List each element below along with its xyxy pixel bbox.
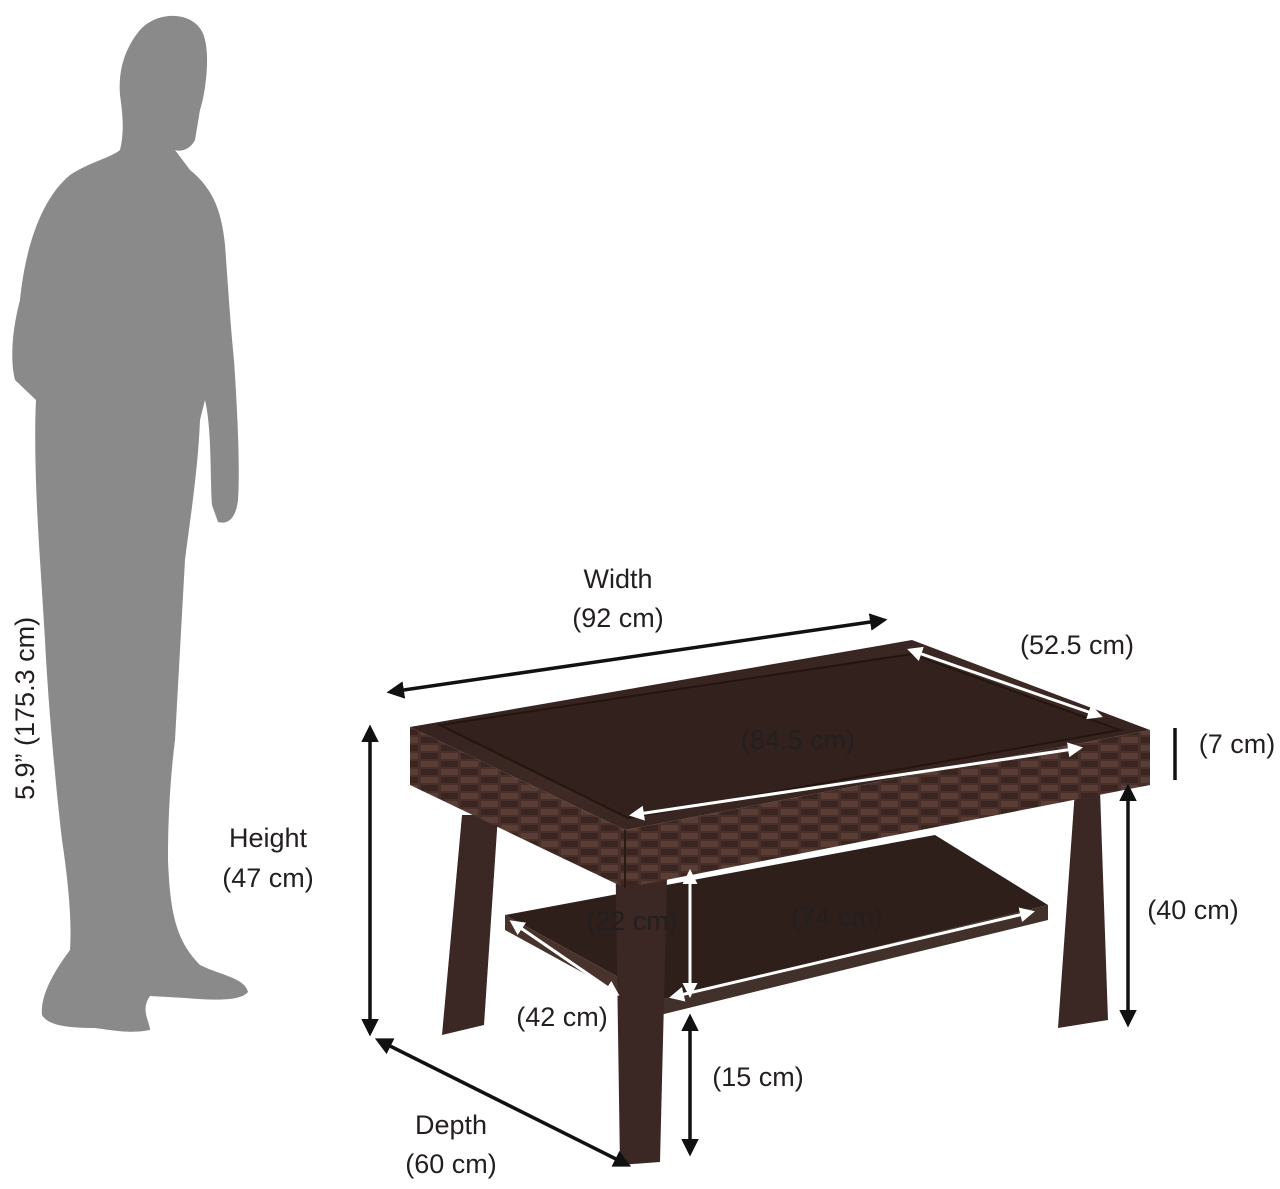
shelf-depth-value: (42 cm): [516, 1002, 608, 1032]
ground-clearance-value: (15 cm): [712, 1062, 804, 1092]
top-width-value: (84.5 cm): [740, 725, 856, 755]
width-value: (92 cm): [572, 603, 664, 633]
table-leg-back-left: [442, 815, 498, 1035]
person-silhouette: [12, 16, 248, 1032]
height-title: Height: [228, 823, 308, 853]
top-depth-value: (52.5 cm): [1019, 630, 1135, 660]
shelf-gap-value: (22 cm): [586, 906, 678, 936]
top-thickness-value: (7 cm): [1198, 729, 1276, 759]
shelf-width-value: (74 cm): [791, 902, 883, 932]
depth-value: (60 cm): [405, 1149, 497, 1179]
height-value: (47 cm): [222, 863, 314, 893]
depth-title: Depth: [414, 1110, 488, 1140]
depth-arrow: [378, 1040, 628, 1165]
width-title: Width: [583, 564, 653, 594]
leg-height-value: (40 cm): [1147, 895, 1239, 925]
person-height-label: 5.9” (175.3 cm): [10, 616, 40, 800]
